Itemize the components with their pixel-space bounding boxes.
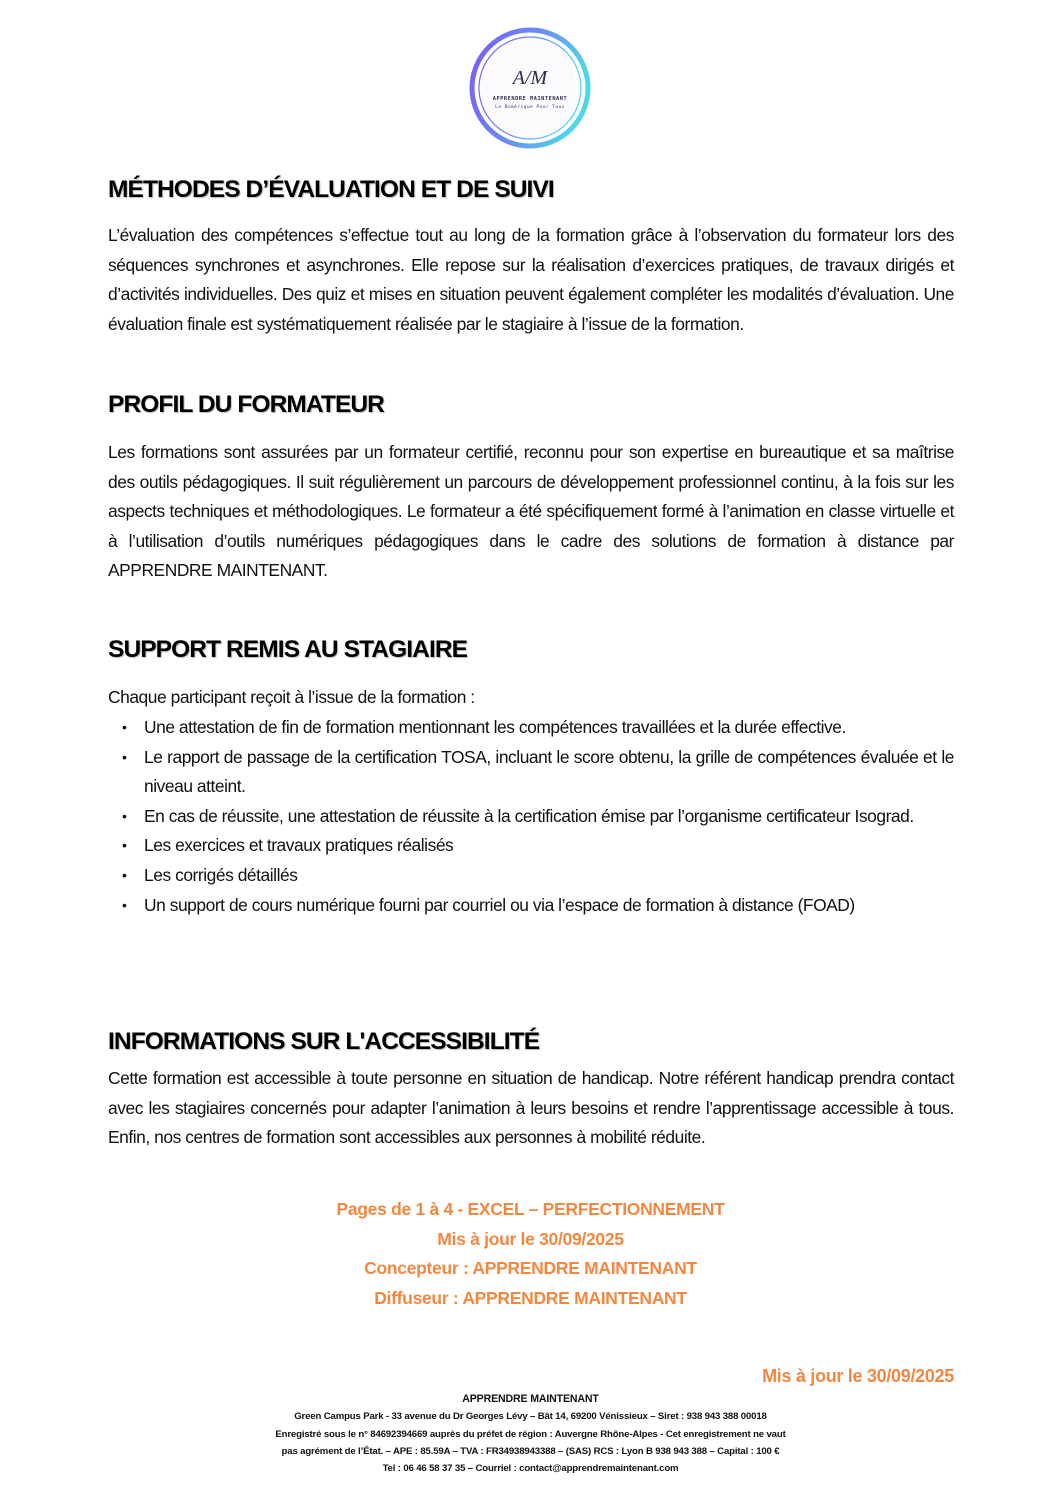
- list-item-text: Une attestation de fin de formation mentionnant les compétences travaillées et la durée effective.: [144, 717, 846, 737]
- paragraph-accessibilite: Cette formation est accessible à toute personne en situation de handicap. Notre référent handicap prendra contact avec les stagiaires concernés pour adapter l’animation à leurs besoins et rendre l’apprentissage accessible à tous. Enfin, nos centres de formation sont accessibles aux personnes à mobilité réduite.: [108, 1068, 954, 1148]
- logo-ring-icon: [466, 24, 594, 152]
- paragraph-profil: Les formations sont assurées par un formateur certifié, reconnu pour son expertise en bureautique et sa maîtrise des outils pédagogiques. Il suit régulièrement un parcours de développement professionnel continu, à la fois sur les aspects techniques et méthodologiques. Le formateur a été spécifiquement formé à l’animation en classe virtuelle et à l’utilisation d’outils numériques pédagogiques dans le cadre des solutions de formation à distance par APPRENDRE MAINTENANT.: [108, 442, 954, 581]
- list-item: [108, 802, 954, 832]
- list-item: [108, 861, 954, 891]
- footer-contact: Tel : 06 46 58 37 35 – Courriel : contact@apprendremaintenant.com: [382, 1463, 679, 1475]
- footer-update-date: Mis à jour le 30/09/2025: [762, 1366, 954, 1386]
- logo-tagline: Le Numérique Pour Tous: [495, 105, 565, 110]
- section-title-support: SUPPORT REMIS AU STAGIAIRE: [108, 636, 468, 663]
- list-item-text: Le rapport de passage de la certification TOSA, incluant le score obtenu, la grille de compétences évaluée et le niveau atteint.: [144, 746, 954, 797]
- footer-company-name: APPRENDRE MAINTENANT: [462, 1393, 599, 1405]
- footer-legal: pas agrément de l’État. – APE : 85.59A – TVA : FR34938943388 – (SAS) RCS : Lyon B 938 943 388 – Capital : 100 €: [281, 1445, 780, 1457]
- paragraph-methodes: L’évaluation des compétences s’effectue tout au long de la formation grâce à l’observation du formateur lors des séquences synchrones et asynchrones. Elle repose sur la réalisation d’exercices pratiques, de travaux dirigés et d’activités individuelles. Des quiz et mises en situation peuvent également compléter les modalités d’évaluation. Une évaluation finale est systématiquement réalisée par le stagiaire à l’issue de la formation.: [108, 225, 954, 334]
- section-title-methodes: MÉTHODES D’ÉVALUATION ET DE SUIVI: [108, 176, 554, 203]
- list-item: [108, 713, 954, 743]
- bullet-icon: •: [122, 748, 127, 765]
- bullet-icon: •: [122, 807, 127, 824]
- list-item-text: Les corrigés détaillés: [144, 864, 298, 885]
- list-item: [108, 891, 954, 921]
- section-title-profil: PROFIL DU FORMATEUR: [108, 391, 384, 418]
- paragraph-support-intro: Chaque participant reçoit à l’issue de la formation :: [108, 687, 475, 707]
- footer-address: Green Campus Park - 33 avenue du Dr Georges Lévy – Bât 14, 69200 Vénissieux – Siret : 938 943 388 00018: [294, 1411, 767, 1423]
- company-logo: [466, 24, 594, 152]
- page-footer: [0, 1391, 1061, 1477]
- update-date: Mis à jour le 30/09/2025: [437, 1228, 624, 1249]
- list-item-text: Un support de cours numérique fourni par courriel ou via l’espace de formation à distance (FOAD): [144, 894, 855, 915]
- bullet-icon: •: [122, 866, 127, 883]
- pages-info: Pages de 1 à 4 - EXCEL – PERFECTIONNEMENT: [336, 1199, 725, 1219]
- list-item-text: En cas de réussite, une attestation de réussite à la certification émise par l’organisme certificateur Isograd.: [144, 805, 914, 826]
- list-item: [108, 831, 954, 861]
- logo-name: APPRENDRE MAINTENANT: [492, 96, 568, 102]
- diffuseur-info: Diffuseur : APPRENDRE MAINTENANT: [374, 1287, 687, 1308]
- section-title-accessibilite: INFORMATIONS SUR L'ACCESSIBILITÉ: [108, 1028, 540, 1055]
- logo-monogram: A/M: [512, 67, 548, 89]
- support-list: [108, 713, 954, 920]
- bullet-icon: •: [122, 837, 127, 854]
- list-item-text: Les exercices et travaux pratiques réalisés: [144, 835, 454, 856]
- footer-registration: Enregistré sous le n° 84692394669 auprès du préfet de région : Auvergne Rhône-Alpes - Cet enregistrement ne vaut: [275, 1428, 786, 1440]
- bullet-icon: •: [122, 896, 127, 913]
- list-item: [108, 743, 954, 802]
- concepteur-info: Concepteur : APPRENDRE MAINTENANT: [364, 1258, 697, 1279]
- document-info: [0, 1195, 1061, 1313]
- bullet-icon: •: [122, 719, 127, 735]
